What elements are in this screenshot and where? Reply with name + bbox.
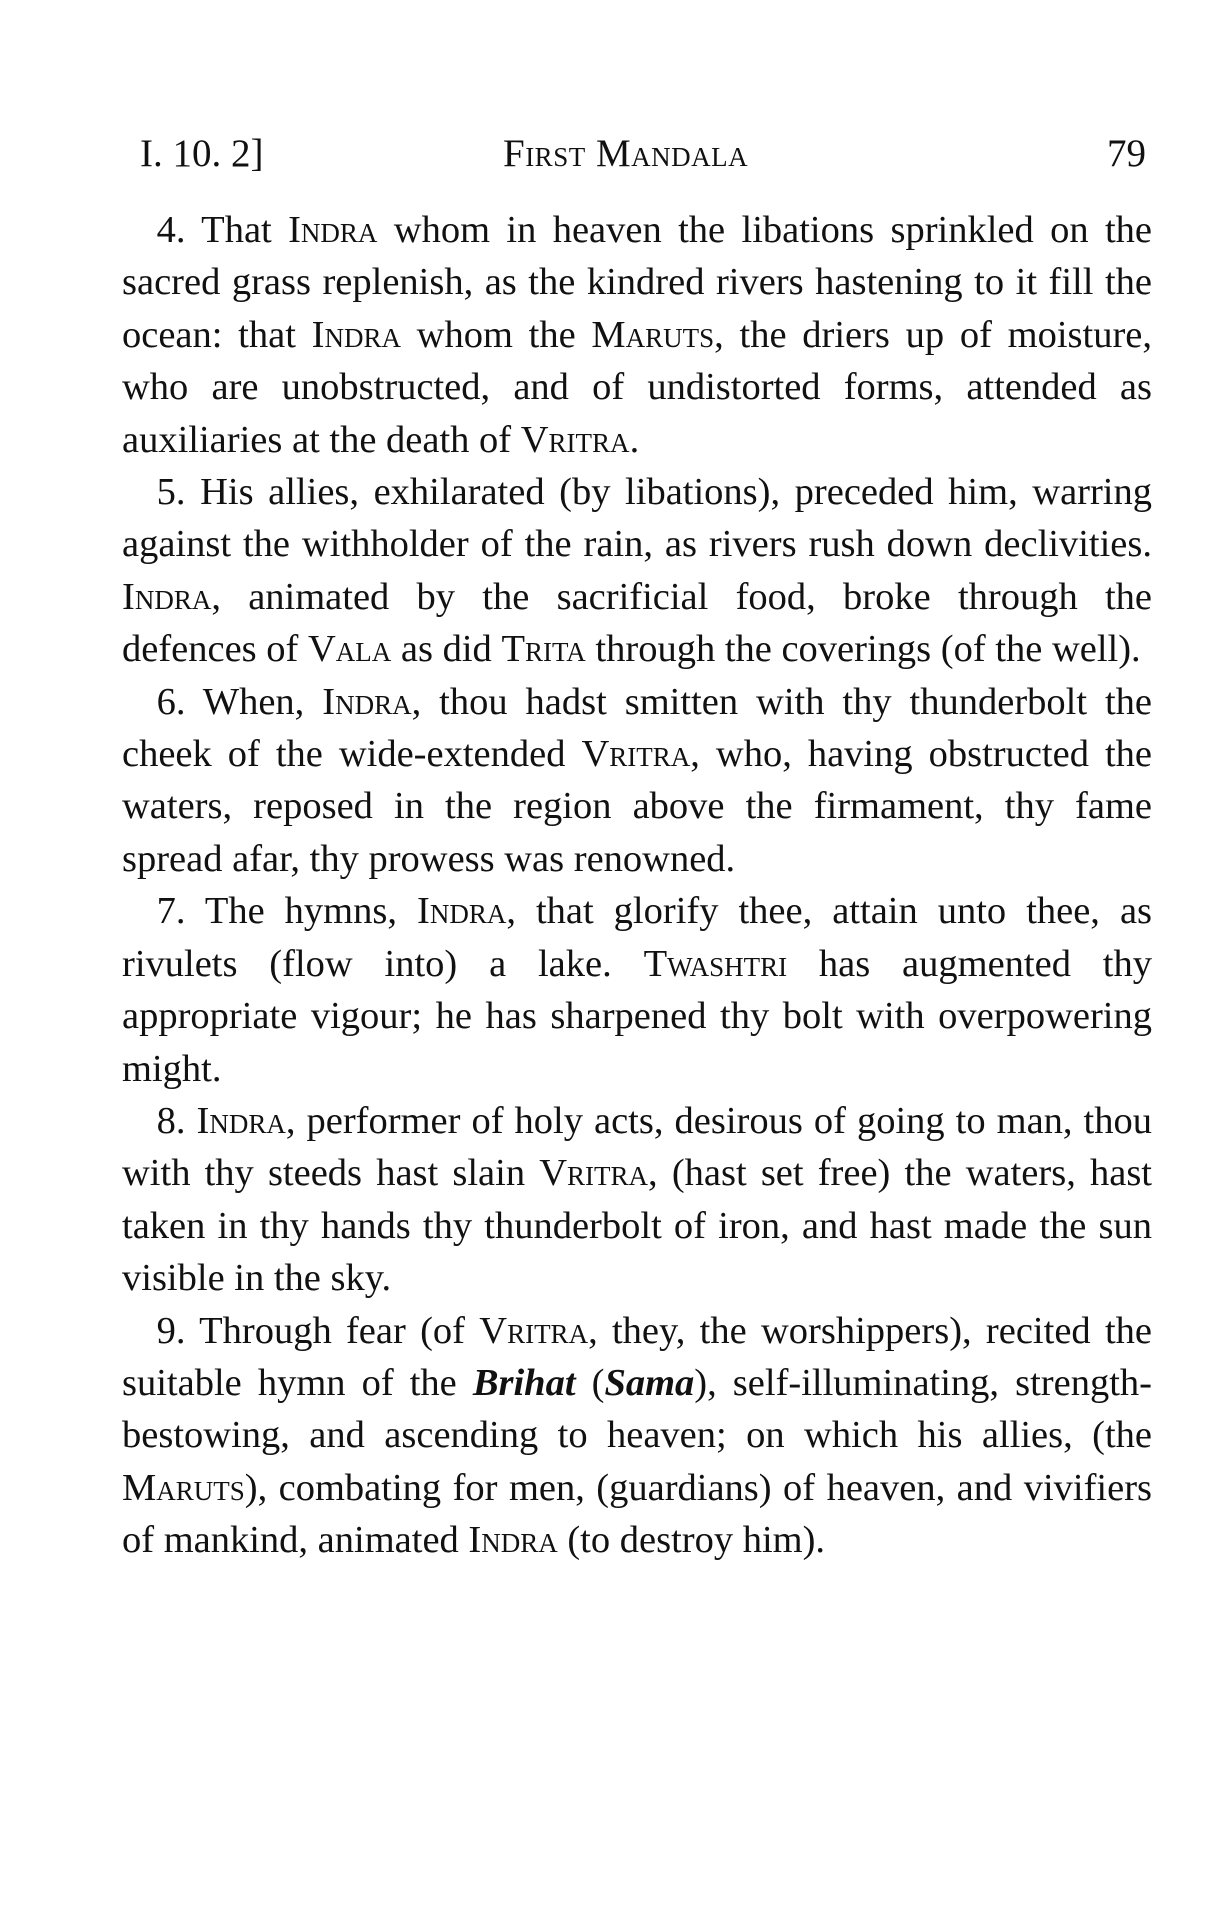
verse-text-run: , animated by the sacrificial food, broke through the defences of xyxy=(122,575,1152,671)
verse-number: 8. xyxy=(156,1099,186,1142)
verse-text-run: ), combating for men, (guardians) of heaven, and vivifiers of mankind, animated xyxy=(122,1466,1152,1562)
verse-paragraph xyxy=(122,676,1152,886)
running-header xyxy=(140,124,1146,184)
verse-text-run: , they, the worshippers), recited the suitable hymn of the xyxy=(122,1309,1152,1404)
verse-text xyxy=(122,204,1152,1567)
verse-text-run: ( xyxy=(575,1361,605,1404)
verse-text-run: The hymns, xyxy=(185,890,417,933)
verse-text-run: through the coverings (of the well). xyxy=(585,628,1141,671)
verse-number: 6. xyxy=(156,680,186,723)
proper-name: Trita xyxy=(501,628,586,671)
proper-name: Twashtri xyxy=(643,942,788,985)
page-number: 79 xyxy=(1107,132,1146,175)
header-section-reference: I. 10. 2] xyxy=(140,132,264,175)
verse-text-run: whom the xyxy=(400,313,592,356)
verse-text-run: When, xyxy=(185,680,323,723)
proper-name: Vritra xyxy=(520,418,630,461)
verse-text-run: as did xyxy=(391,628,502,671)
verse-paragraph xyxy=(122,1305,1152,1567)
verse-paragraph xyxy=(122,885,1152,1095)
proper-name: Indra xyxy=(322,680,412,723)
italic-term: Sama xyxy=(604,1361,695,1404)
italic-term: Brihat xyxy=(472,1361,576,1404)
proper-name: Vala xyxy=(307,628,392,671)
verse-paragraph xyxy=(122,204,1152,466)
verse-number: 7. xyxy=(156,890,186,933)
header-title: First Mandala xyxy=(503,132,749,175)
proper-name: Indra xyxy=(417,890,507,933)
proper-name: Indra xyxy=(122,575,212,618)
verse-text-run xyxy=(186,1100,197,1142)
proper-name: Indra xyxy=(196,1099,286,1142)
verse-text-run: , who, having obstructed the waters, reposed in the region above the firmament, thy fame spread afar, thy prowess was renowned. xyxy=(122,733,1152,880)
verse-text-run: whom in heaven the libations sprinkled on the sacred grass replenish, as the kindred rivers hastening to it fill the ocean: that xyxy=(122,209,1153,356)
verse-text-run: That xyxy=(185,209,289,251)
verse-text-run: , performer of holy acts, desirous of going to man, thou with thy steeds hast slain xyxy=(122,1099,1153,1195)
verse-text-run: . xyxy=(629,418,640,461)
proper-name: Vritra xyxy=(479,1309,589,1352)
proper-name: Maruts xyxy=(122,1466,245,1509)
proper-name: Indra xyxy=(468,1519,558,1562)
verse-number: 4. xyxy=(156,209,186,251)
verse-number: 9. xyxy=(156,1309,186,1352)
proper-name: Maruts xyxy=(591,313,715,356)
verse-text-run: ), self-illuminating, strength-bestowing, and ascending to heaven; on which his allies, (the xyxy=(122,1361,1152,1457)
proper-name: Vritra xyxy=(539,1152,649,1195)
proper-name: Indra xyxy=(288,209,378,251)
verse-text-run: , that glorify thee, attain unto thee, as rivulets (flow into) a lake. xyxy=(122,890,1153,985)
verse-text-run: , thou hadst smitten with thy thunderbolt the cheek of the wide-extended xyxy=(122,680,1153,776)
verse-text-run: Through fear (of xyxy=(185,1309,480,1352)
verse-paragraph xyxy=(122,466,1152,676)
verse-paragraph xyxy=(122,1095,1152,1305)
verse-text-run: His allies, exhilarated (by libations), preceded him, warring against the withholder of the rain, as rivers rush down declivities. xyxy=(122,471,1152,566)
verse-number: 5. xyxy=(156,471,186,514)
verse-text-run: has augmented thy appropriate vigour; he has sharpened thy bolt with overpowering might. xyxy=(122,942,1152,1090)
proper-name: Indra xyxy=(311,313,401,356)
proper-name: Vritra xyxy=(581,733,691,776)
verse-text-run: , the driers up of moisture, who are unobstructed, and of undistorted forms, attended as auxiliaries at the death of xyxy=(122,313,1152,461)
verse-text-run: (to destroy him). xyxy=(557,1519,826,1562)
verse-text-run: , (hast set free) the waters, hast taken in thy hands thy thunderbolt of iron, and hast made the sun visible in the sky. xyxy=(122,1152,1152,1300)
